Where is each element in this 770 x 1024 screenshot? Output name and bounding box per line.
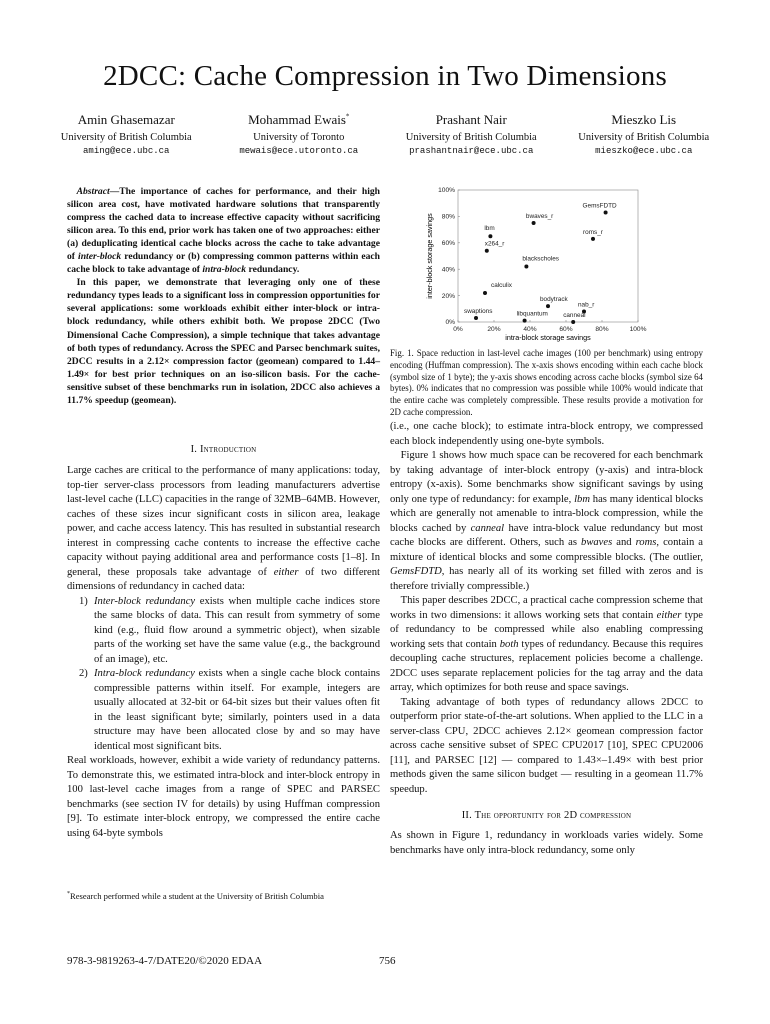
data-point [484,225,494,238]
footnote-mark: * [67,891,70,898]
point-label: bwaves_r [525,213,554,220]
y-tick-label: 100% [438,187,455,195]
author-2 [213,112,386,156]
x-tick-label: 0% [453,326,463,333]
author-email[interactable]: aming@ece.ubc.ca [83,146,170,156]
right-paragraph-3: Taking advantage of both types of redundancy allows 2DCC to outperform prior state-of-the-art solutions. When applied to the LLC in a server-class CPU, 2DCC achieves 2.12× geomean compression factor across cache sensitive subset of SPEC CPU2017 [10], SPEC CPU2006 [11], and PARSEC [12] — compared to 1.43×–1.49× with best prior methods given the same silicon budget — resulting in a geomean 11.7% speedup. [390,696,703,795]
x-axis-label: intra-block storage savings [505,333,591,342]
right-paragraph-4: As shown in Figure 1, redundancy in workloads varies widely. Some benchmarks have only intra-block redundancy, some only [390,830,703,856]
author-affiliation: University of British Columbia [405,132,537,143]
page-number: 756 [379,955,396,967]
point-marker [546,304,550,308]
author-email[interactable]: mewais@ece.utoronto.ca [239,146,359,156]
author-name: Mohammad Ewais [248,112,346,127]
y-tick-label: 60% [441,240,455,247]
author-email[interactable]: mieszko@ece.ubc.ca [595,146,693,156]
data-point [464,308,492,320]
author-1 [40,112,213,156]
point-marker [523,319,527,323]
x-tick-label: 20% [487,326,501,333]
y-axis-label: inter-block storage savings [425,213,434,299]
point-marker [483,291,487,295]
data-point [522,256,559,269]
point-marker [524,265,528,269]
right-paragraph-0: (i.e., one cache block); to estimate intra-block entropy, we compressed each block independently using one-byte symbols. [390,421,703,447]
point-label: libquantum [516,310,548,318]
author-3 [385,112,558,156]
point-label: bodytrack [540,296,568,304]
point-marker [488,234,492,238]
author-affiliation: University of Toronto [253,132,345,143]
point-label: x264_r [484,240,505,248]
point-marker [591,237,595,241]
point-label: lbm [484,225,495,233]
point-label: GemsFDTD [582,202,617,210]
data-point [517,311,548,323]
author-affiliation: University of British Columbia [578,132,710,143]
point-marker [485,249,489,253]
section-heading-introduction: I. Introduction [190,444,257,455]
y-tick-label: 40% [441,266,455,274]
x-tick-label: 100% [629,326,647,333]
point-label: blackscholes [522,255,559,263]
point-label: calculix [491,281,512,289]
figure-1 [410,180,710,345]
point-marker [604,210,608,214]
figure-caption: Fig. 1. Space reduction in last-level cache images (100 per benchmark) using entropy encoding (Huffman compression). The x-axis shows encoding within each cache block (symbol size of 1 byte); the y-axis shows encoding across cache blocks (symbol size 64 bytes). 0% indicates that no compression was possible while 100% would indicate that the entire cache was completely compressible. These results provide a motivation for 2D cache compression. [390,348,703,417]
x-tick-label: 40% [523,326,537,333]
point-label: swaptions [464,308,493,316]
intro-paragraph-2: Real workloads, however, exhibit a wide variety of redundancy patterns. To demonstrate this, we estimated intra-block and inter-block entropy in 100 last-level cache images from a range of SPEC and PARSEC benchmarks (see section IV for details) by using Huffman compression [9]. To estimate inter-block entropy, we compressed the entire cache using 64-byte symbols [67,755,380,839]
author-name: Mieszko Lis [611,112,677,127]
author-name: Amin Ghasemazar [77,112,175,127]
introduction-body [67,464,380,841]
y-tick-label: 0% [445,319,455,327]
y-tick-label: 80% [441,213,455,221]
point-marker [571,320,575,324]
y-tick-label: 20% [441,292,455,300]
data-point [583,202,617,214]
point-label: canneal [563,312,586,319]
footnote-text: Research performed while a student at the University of British Columbia [70,891,324,901]
author-footnote-mark: * [345,112,350,121]
point-marker [532,221,536,225]
author-email[interactable]: prashantnair@ece.ubc.ca [409,146,534,156]
data-point [540,296,569,308]
right-paragraph-1: Figure 1 shows how much space can be recovered for each benchmark by taking advantage of inter-block entropy (y-axis) and intra-block entropy (x-axis). Some benchmarks show significant savings by using only one type of redundancy: for example, lbm has many identical blocks which are generally not amenable to intra-block compression, while the blocks cached by canneal have intra-block value redundancy but most cache blocks are different. Others, such as bwaves and roms, contain a mixture of identical blocks and some compressible blocks. (The outlier, GemsFDTD, has nearly all of its working set filled with zeros and is therefore trivially compressible.) [390,450,703,592]
data-point [485,241,505,253]
data-point [526,213,554,225]
list-item: 2) Intra-block redundancy exists when a single cache block contains compressible patterns within itself. For example, integers are usually allocated at 32-bit or 64-bit sizes but their values often fit in the least significant byte; similarly, pointers used in a data structure may have been allocated close by and so may have identical most significant bits. [79,668,380,752]
paper-title: 2DCC: Cache Compression in Two Dimensions [103,60,667,92]
author-block [40,112,730,156]
author-name: Prashant Nair [435,112,507,127]
point-marker [474,316,478,320]
x-tick-label: 60% [559,326,573,333]
section-heading-opportunity: II. The opportunity for 2D compression [461,810,632,821]
right-paragraph-2: This paper describes 2DCC, a practical cache compression scheme that works in two dimensions: it allows working sets that contain either type of redundancy to be compressed while also enabling compressing working sets that contain both types of redundancy. Because this requires decoupling cache structures, replacement policies become a challenge. 2DCC uses separate replacement policies for the tag array and the data array, which optimizes for both reuse and space savings. [390,595,703,693]
redundancy-list [67,595,380,755]
author-affiliation: University of British Columbia [60,132,192,143]
abstract [67,185,380,407]
author-4 [558,112,731,156]
intro-paragraph-1: Large caches are critical to the performance of many applications: today, top-tier server-class processors from leading manufacturers advertise last-level cache (LLC) capacities in the range of 32MB–64MB. However, caches of these sizes incur significant costs in silicon area, leakage power, and cache access latency. This has resulted in substantial research interest in compressing cache contents to increase the effective cache capacity without paying additional area and performance costs [1–8]. In general, these proposals take advantage of either of two different dimensions of redundancy in cached data: [67,465,381,592]
x-tick-label: 80% [595,326,609,333]
footnote [67,891,380,901]
abstract-label: Abstract [76,186,110,197]
right-column-body [390,420,703,858]
abstract-paragraph-1: Abstract—The importance of caches for performance, and their high silicon area cost, have motivated hardware solutions that transparently compress the cached data to increase effective capacity without sacrificing silicon area. To this end, prior work has taken one of two approaches: either (a) deduplicating identical cache blocks across the cache to take advantage of inter-block redundancy or (b) compressing common patterns within each cache block to take advantage of intra-block redundancy. [67,186,380,276]
point-label: roms_r [583,228,603,236]
data-point [483,282,513,295]
footer-isbn: 978-3-9819263-4-7/DATE20/©2020 EDAA [67,955,263,967]
abstract-paragraph-2: In this paper, we demonstrate that leveraging only one of these redundancy types leads to a significant loss in compression opportunities for several applications: some workloads exhibit either inter-block or intra-block redundancy, while others exhibit both. We propose 2DCC (Two Dimensional Cache Compression), a simple technique that takes advantage of both types of redundancy. Across the SPEC and Parsec benchmark suites, 2DCC results in a 2.12× compression factor (geomean) compared to 1.44–1.49× for best prior techniques on an iso-silicon basis. For the cache-sensitive subset of these benchmarks run in isolation, 2DCC also achieves a 11.7% speedup (geomean). [67,277,380,406]
point-label: nab_r [578,301,595,309]
data-point [583,229,604,241]
list-item: 1) Inter-block redundancy exists when multiple cache indices store the same blocks of data. This can result from symmetry of some kind (e.g., fluid flow around a symmetric object), when sizable parts of the working set have the same value (e.g., the background of an image), etc. [79,595,380,665]
scatter-chart [410,180,710,345]
